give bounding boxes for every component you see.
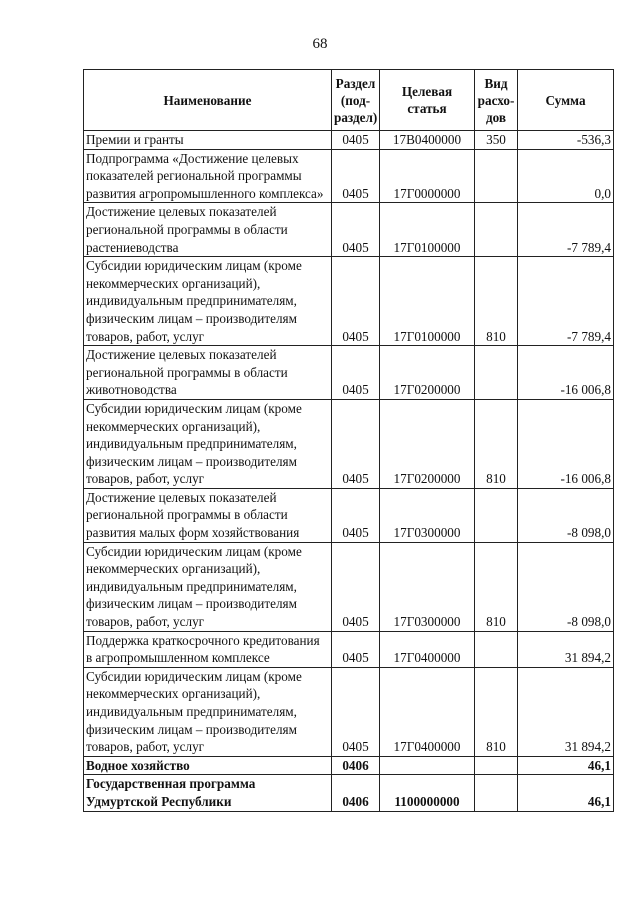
row-target: 17Г0300000 (380, 542, 475, 631)
table-row (84, 257, 614, 346)
row-section: 0405 (332, 203, 380, 257)
row-section: 0405 (332, 257, 380, 346)
header-sum: Сумма (518, 70, 614, 131)
row-target: 17Г0300000 (380, 488, 475, 542)
row-target: 17Г0100000 (380, 203, 475, 257)
row-kind: 350 (475, 131, 518, 150)
page-number: 68 (312, 36, 328, 52)
row-target: 17Г0200000 (380, 346, 475, 400)
table-row (84, 131, 614, 150)
row-target: 17В0400000 (380, 131, 475, 150)
row-section: 0406 (332, 775, 380, 811)
row-sum: 31 894,2 (518, 631, 614, 667)
row-kind (475, 775, 518, 811)
row-sum: -8 098,0 (518, 488, 614, 542)
row-sum: -536,3 (518, 131, 614, 150)
table-row (84, 631, 614, 667)
row-kind: 810 (475, 667, 518, 756)
row-kind: 810 (475, 542, 518, 631)
header-kind: Вид расхо-дов (475, 70, 518, 131)
row-target: 17Г0400000 (380, 631, 475, 667)
table-row (84, 399, 614, 488)
header-section: Раздел (под-раздел) (332, 70, 380, 131)
row-sum: -16 006,8 (518, 399, 614, 488)
row-name: Субсидии юридическим лицам (кроме некоммерческих организаций), индивидуальным предпринимателям, физическим лицам – производителям товаров, работ, услуг (84, 399, 332, 488)
row-target: 17Г0200000 (380, 399, 475, 488)
table-header-row (84, 70, 614, 131)
row-sum: 0,0 (518, 149, 614, 203)
row-section: 0405 (332, 542, 380, 631)
row-name: Государственная программа Удмуртской Республики (84, 775, 332, 811)
header-target: Целевая статья (380, 70, 475, 131)
table-row (84, 149, 614, 203)
row-sum: -16 006,8 (518, 346, 614, 400)
row-name: Субсидии юридическим лицам (кроме некоммерческих организаций), индивидуальным предпринимателям, физическим лицам – производителям товаров, работ, услуг (84, 667, 332, 756)
row-section: 0405 (332, 488, 380, 542)
row-section: 0406 (332, 756, 380, 775)
row-name: Достижение целевых показателей региональной программы в области растениеводства (84, 203, 332, 257)
row-sum: -8 098,0 (518, 542, 614, 631)
table-row (84, 756, 614, 775)
row-section: 0405 (332, 631, 380, 667)
header-name: Наименование (84, 70, 332, 131)
row-name: Субсидии юридическим лицам (кроме некоммерческих организаций), индивидуальным предпринимателям, физическим лицам – производителям товаров, работ, услуг (84, 257, 332, 346)
row-target: 17Г0400000 (380, 667, 475, 756)
row-section: 0405 (332, 399, 380, 488)
row-target (380, 756, 475, 775)
table-row (84, 542, 614, 631)
row-name: Подпрограмма «Достижение целевых показателей региональной программы развития агропромышленного комплекса» (84, 149, 332, 203)
table-row (84, 488, 614, 542)
table-row (84, 346, 614, 400)
row-sum: -7 789,4 (518, 257, 614, 346)
row-sum: -7 789,4 (518, 203, 614, 257)
table-row (84, 203, 614, 257)
row-name: Достижение целевых показателей региональной программы в области развития малых форм хозяйствования (84, 488, 332, 542)
row-name: Достижение целевых показателей региональной программы в области животноводства (84, 346, 332, 400)
row-kind (475, 756, 518, 775)
table-row (84, 667, 614, 756)
row-kind (475, 346, 518, 400)
row-target: 17Г0100000 (380, 257, 475, 346)
row-kind: 810 (475, 399, 518, 488)
row-name: Поддержка краткосрочного кредитования в агропромышленном комплексе (84, 631, 332, 667)
row-name: Премии и гранты (84, 131, 332, 150)
row-sum: 31 894,2 (518, 667, 614, 756)
row-sum: 46,1 (518, 775, 614, 811)
row-target: 17Г0000000 (380, 149, 475, 203)
row-kind (475, 631, 518, 667)
row-section: 0405 (332, 667, 380, 756)
table-row (84, 775, 614, 811)
row-section: 0405 (332, 149, 380, 203)
budget-table (83, 69, 614, 812)
row-name: Водное хозяйство (84, 756, 332, 775)
row-section: 0405 (332, 346, 380, 400)
row-sum: 46,1 (518, 756, 614, 775)
row-name: Субсидии юридическим лицам (кроме некоммерческих организаций), индивидуальным предпринимателям, физическим лицам – производителям товаров, работ, услуг (84, 542, 332, 631)
row-target: 1100000000 (380, 775, 475, 811)
row-kind (475, 488, 518, 542)
row-kind (475, 149, 518, 203)
row-section: 0405 (332, 131, 380, 150)
row-kind (475, 203, 518, 257)
row-kind: 810 (475, 257, 518, 346)
